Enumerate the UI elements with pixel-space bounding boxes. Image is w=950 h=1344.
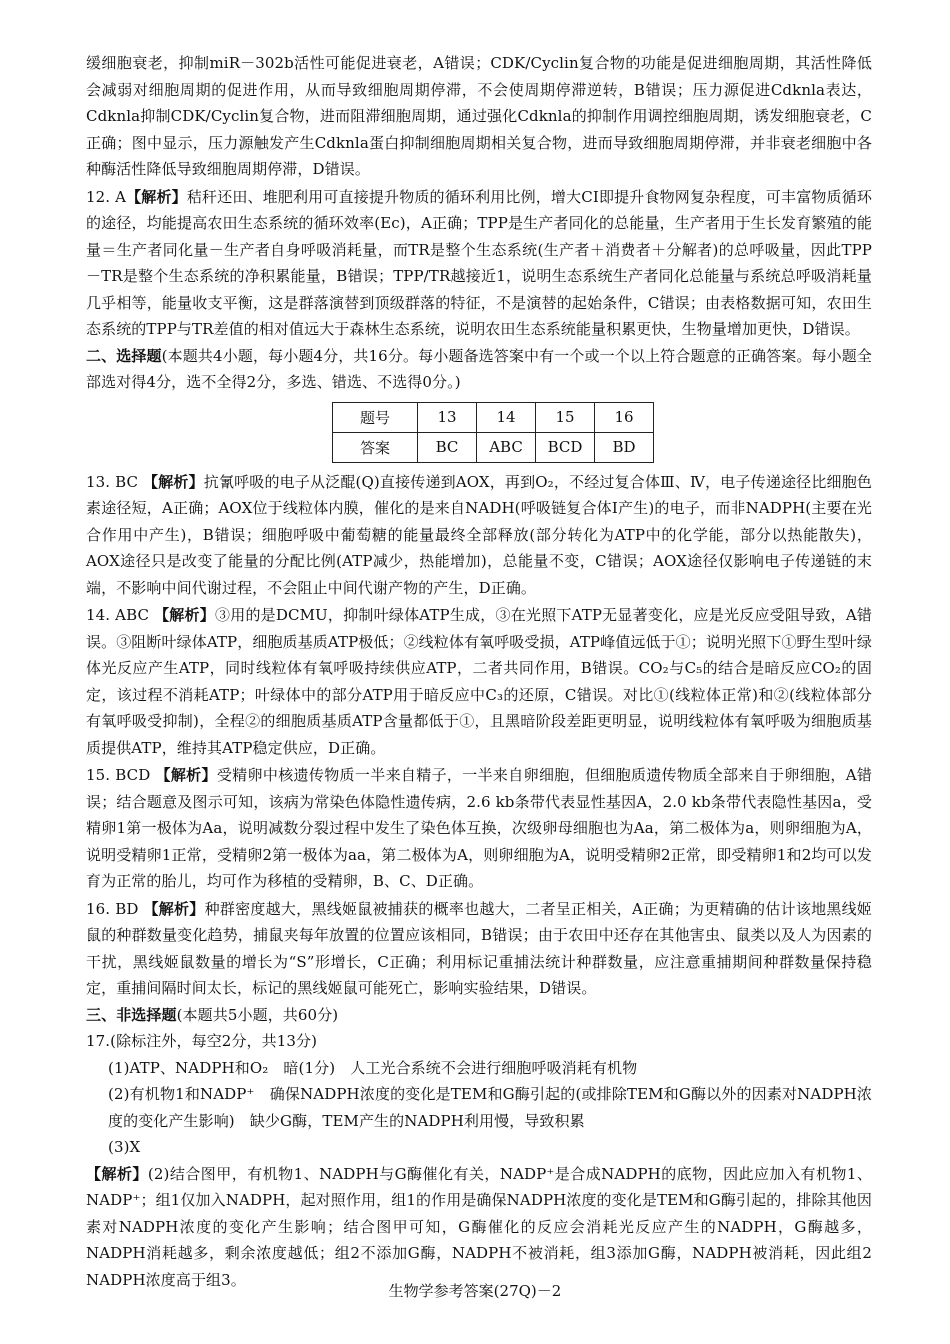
analysis-tag: 【解析】	[126, 187, 187, 206]
answer-table	[332, 402, 654, 463]
table-cell-answer: BCD	[536, 432, 595, 462]
question-16-number: 16. BD	[86, 899, 139, 918]
section-3-title: 三、非选择题	[86, 1005, 177, 1024]
table-cell-number: 13	[418, 402, 477, 432]
analysis-tag: 【解析】	[154, 606, 215, 624]
question-13-text: 抗氰呼吸的电子从泛醌(Q)直接传递到AOX，再到O₂，不经过复合体Ⅲ、Ⅳ，电子传递途径比细胞色素途径短，A正确；AOX位于线粒体内膜，催化的是来自NADH(呼吸链复合体Ⅰ产生)的电子，而非NADPH(主要在光合作用中产生)，B错误；细胞呼吸中葡萄糖的能量最终全部释放(部分转化为ATP中的化学能，部分以热能散失)，AOX途径只是改变了能量的分配比例(ATP减少，热能增加)，总能量不变，C错误；AOX途径仅影响电子传递链的末端，不影响中间代谢过程，不会阻止中间代谢产物的产生，D正确。	[86, 472, 872, 597]
question-16-text: 种群密度越大，黑线姬鼠被捕获的概率也越大，二者呈正相关，A正确；为更精确的估计该地黑线姬鼠的种群数量变化趋势，捕鼠夹每年放置的位置应该相同，B错误；由于农田中还存在其他害虫、鼠类以及人为因素的干扰，黑线姬鼠数量的增长为“S”形增长，C正确；利用标记重捕法统计种群数量，应注意重捕期间种群数量保持稳定，重捕间隔时间太长，标记的黑线姬鼠可能死亡，影响实验结果，D错误。	[86, 899, 872, 997]
question-15	[86, 762, 872, 895]
section-3-heading	[86, 1002, 872, 1029]
answer-table-row-answers	[333, 432, 654, 462]
question-17-answer-3: (3)X	[108, 1138, 141, 1156]
page-footer: 生物学参考答案(27Q)－2	[388, 1282, 562, 1300]
question-15-number: 15. BCD	[86, 766, 151, 784]
table-header-answer: 答案	[333, 432, 418, 462]
analysis-tag: 【解析】	[155, 766, 217, 784]
question-14	[86, 602, 872, 761]
table-header-number: 题号	[333, 402, 418, 432]
question-17-answer-2: (2)有机物1和NADP⁺ 确保NADPH浓度的变化是TEM和G酶引起的(或排除TEM和G酶以外的因素对NADPH浓度的变化产生影响) 缺少G酶，TEM产生的NADPH利用慢，导致积累	[108, 1085, 872, 1130]
question-15-text: 受精卵中核遗传物质一半来自精子，一半来自卵细胞，但细胞质遗传物质全部来自于卵细胞，A错误；结合题意及图示可知，该病为常染色体隐性遗传病，2.6 kb条带代表显性基因A，2.0 kb条带代表隐性基因a，受精卵1第一极体为Aa，说明减数分裂过程中发生了染色体互换，次级卵母细胞也为Aa，第二极体为a，则卵细胞为A，说明受精卵1正常，受精卵2第一极体为aa，第二极体为A，则卵细胞为A，说明受精卵2正常，即受精卵1和2均可以发育为正常的胎儿，均可作为移植的受精卵，B、C、D正确。	[86, 766, 872, 890]
question-12-number: 12. A	[86, 187, 127, 206]
question-13-number: 13. BC	[86, 472, 139, 491]
table-cell-answer: BD	[595, 432, 654, 462]
question-14-text: ③用的是DCMU，抑制叶绿体ATP生成，③在光照下ATP无显著变化，应是光反应受阻导致，A错误。③阻断叶绿体ATP，细胞质基质ATP极低；②线粒体有氧呼吸受损，ATP峰值远低于①；说明光照下①野生型叶绿体光反应产生ATP，同时线粒体有氧呼吸持续供应ATP，二者共同作用，B错误。CO₂与C₅的结合是暗反应CO₂的固定，该过程不消耗ATP；叶绿体中的部分ATP用于暗反应中C₃的还原，C错误。对比①(线粒体正常)和②(线粒体部分有氧呼吸受抑制)，全程②的细胞质基质ATP含量都低于①，且黑暗阶段差距更明显，说明线粒体有氧呼吸为细胞质基质提供ATP，维持其ATP稳定供应，D正确。	[86, 606, 872, 757]
question-17-analysis-text: (2)结合图甲，有机物1、NADPH与G酶催化有关，NADP⁺是合成NADPH的底物，因此应加入有机物1、NADP⁺；组1仅加入NADPH，起对照作用，组1的作用是确保NADPH浓度的变化是TEM和G酶引起的，排除其他因素对NADPH浓度的变化产生影响；结合图甲可知，G酶催化的反应会消耗光反应产生的NADPH，G酶越多，NADPH消耗越多，剩余浓度越低；组2不添加G酶，NADPH不被消耗，组3添加G酶，NADPH被消耗，因此组2 NADPH浓度高于组3。	[86, 1164, 873, 1289]
question-12-text: 秸秆还田、堆肥利用可直接提升物质的循环利用比例，增大CI即提升食物网复杂程度，可丰富物质循环的途径，均能提高农田生态系统的循环效率(Ec)，A正确；TPP是生产者同化的总能量，生产者用于生长发育繁殖的能量＝生产者同化量－生产者自身呼吸消耗量，而TR是整个生态系统(生产者＋消费者＋分解者)的总呼吸量，因此TPP－TR是整个生态系统的净积累能量，B错误；TPP/TR越接近1，说明生态系统生产者同化总能量与系统总呼吸消耗量几乎相等，能量收支平衡，这是群落演替到顶级群落的特征，不是演替的起始条件，C错误；由表格数据可知，农田生态系统的TPP与TR差值的相对值远大于森林生态系统，说明农田生态系统能量积累更快，生物量增加更快，D错误。	[86, 187, 872, 338]
analysis-tag: 【解析】	[143, 899, 205, 918]
question-17-answer-1: (1)ATP、NADPH和O₂ 暗(1分) 人工光合系统不会进行细胞呼吸消耗有机物	[108, 1058, 638, 1077]
question-14-number: 14. ABC	[86, 606, 150, 624]
table-cell-answer: ABC	[477, 432, 536, 462]
section-2-desc: (本题共4小题，每小题4分，共16分。每小题备选答案中有一个或一个以上符合题意的正确答案。每小题全部选对得4分，选不全得2分，多选、错选、不选得0分。)	[86, 346, 872, 391]
table-cell-number: 15	[536, 402, 595, 432]
question-17-header: 17.(除标注外，每空2分，共13分)	[86, 1032, 318, 1050]
analysis-tag: 【解析】	[143, 472, 204, 491]
table-cell-answer: BC	[418, 432, 477, 462]
section-2-title: 二、选择题	[86, 346, 162, 365]
section-2-heading	[86, 343, 872, 396]
intro-paragraph: 缓细胞衰老，抑制miR－302b活性可能促进衰老，A错误；CDK/Cyclin复合物的功能是促进细胞周期，其活性降低会减弱对细胞周期的促进作用，从而导致细胞周期停滞，不会使周期停滞逆转，B错误；压力源促进Cdknla表达，Cdknla抑制CDK/Cyclin复合物，进而阻滞细胞周期，通过强化Cdknla的抑制作用调控细胞周期，诱发细胞衰老，C正确；图中显示，压力源触发产生Cdknla蛋白抑制细胞周期相关复合物，进而导致细胞周期停滞，并非衰老细胞中各种酶活性降低导致细胞周期停滞，D错误。	[86, 54, 872, 178]
answer-table-row-numbers	[333, 402, 654, 432]
table-cell-number: 16	[595, 402, 654, 432]
section-3-desc: (本题共5小题，共60分)	[176, 1005, 339, 1024]
table-cell-number: 14	[477, 402, 536, 432]
question-13	[86, 469, 872, 602]
question-12	[86, 184, 872, 343]
analysis-tag: 【解析】	[86, 1164, 148, 1183]
question-17-analysis	[86, 1161, 872, 1294]
question-16	[86, 896, 872, 1002]
